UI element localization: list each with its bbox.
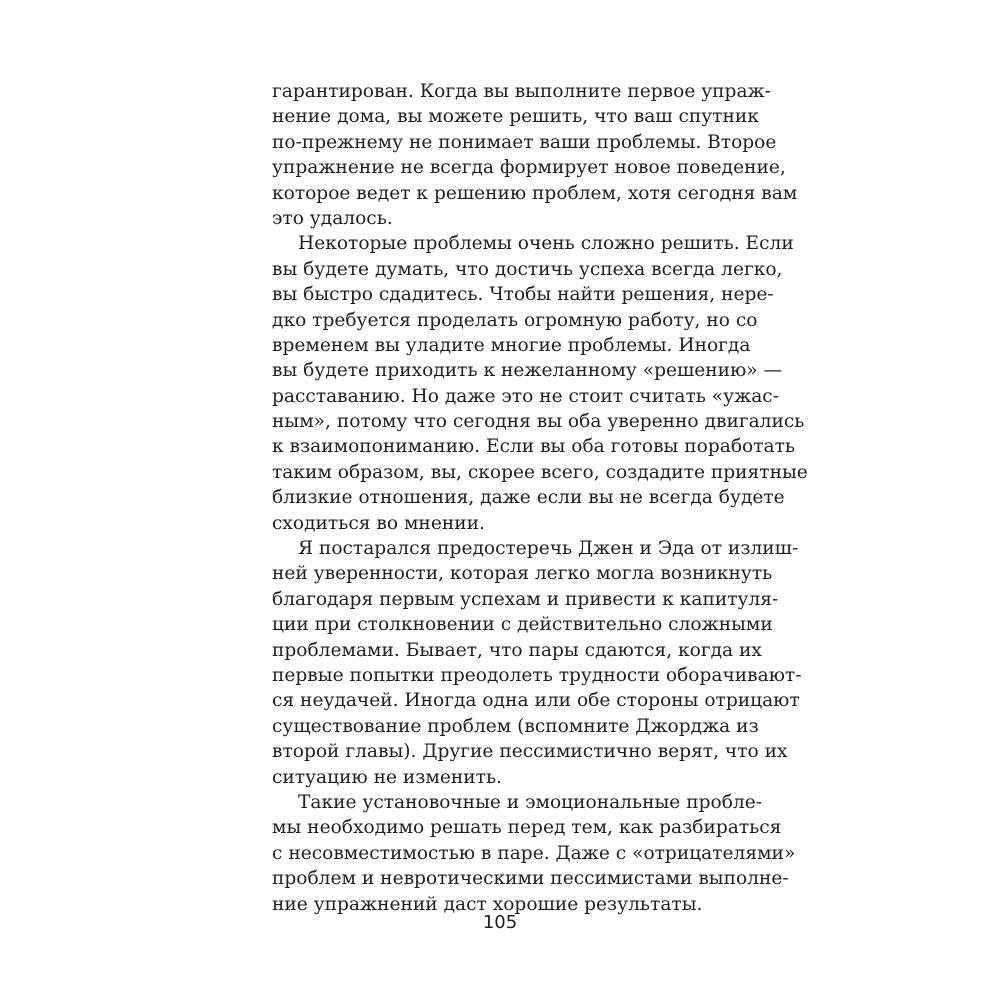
text-line: проблем и невротическими пессимистами выполне-: [272, 868, 789, 890]
text-line: вы будете думать, что достичь успеха всегда легко,: [272, 258, 783, 280]
text-line: ным», потому что сегодня вы оба уверенно двигались: [272, 411, 805, 433]
text-line: Некоторые проблемы очень сложно решить. Если: [298, 233, 794, 255]
text-line: существование проблем (вспомните Джорджа из: [272, 715, 759, 737]
text-line: это удалось.: [272, 207, 393, 229]
text-line: к взаимопониманию. Если вы оба готовы поработать: [272, 436, 795, 458]
text-line: по-прежнему не понимает ваши проблемы. Второе: [272, 131, 777, 153]
text-line: близкие отношения, даже если вы не всегда будете: [272, 487, 785, 509]
text-line: ции при столкновении с действительно сложными: [272, 614, 773, 636]
text-line: проблемами. Бывает, что пары сдаются, когда их: [272, 639, 762, 661]
text-line: первые попытки преодолеть трудности оборачивают-: [272, 664, 802, 686]
paragraph: [272, 536, 802, 790]
text-line: ся неудачей. Иногда одна или обе стороны отрицают: [272, 690, 800, 712]
text-line: второй главы). Другие пессимистично верят, что их: [272, 741, 788, 763]
text-line: гарантирован. Когда вы выполните первое упраж-: [272, 81, 771, 102]
text-line: расставанию. Но даже это не стоит считать «ужас-: [272, 385, 779, 407]
text-line: вы будете приходить к нежеланному «решению» —: [272, 360, 783, 382]
text-line: которое ведет к решению проблем, хотя сегодня вам: [272, 182, 798, 204]
page-number: 105: [482, 912, 518, 933]
text-line: с несовместимостью в паре. Даже с «отрицателями»: [272, 842, 796, 864]
paragraph: [272, 79, 798, 231]
text-line: Такие установочные и эмоциональные пробле-: [298, 791, 763, 813]
body-text: [272, 79, 808, 917]
text-line: дко требуется проделать огромную работу, но со: [272, 309, 758, 331]
text-line: ситуацию не изменить.: [272, 766, 502, 788]
text-line: временем вы уладите многие проблемы. Иногда: [272, 334, 751, 356]
text-line: Я постарался предостеречь Джен и Эда от излиш-: [298, 538, 799, 560]
text-line: нение дома, вы можете решить, что ваш спутник: [272, 106, 759, 128]
text-line: таким образом, вы, скорее всего, создадите приятные: [272, 461, 808, 483]
text-line: упражнение не всегда формирует новое поведение,: [272, 157, 786, 179]
text-line: благодаря первым успехам и привести к капитуля-: [272, 588, 779, 610]
text-line: ней уверенности, которая легко могла возникнуть: [272, 563, 773, 585]
text-line: ние упражнений даст хорошие результаты.: [272, 893, 703, 915]
text-line: сходиться во мнении.: [272, 512, 485, 534]
paragraph: [272, 790, 796, 917]
paragraph: [272, 231, 808, 536]
text-line: мы необходимо решать перед тем, как разбираться: [272, 817, 782, 839]
text-line: вы быстро сдадитесь. Чтобы найти решения, нере-: [272, 284, 774, 306]
